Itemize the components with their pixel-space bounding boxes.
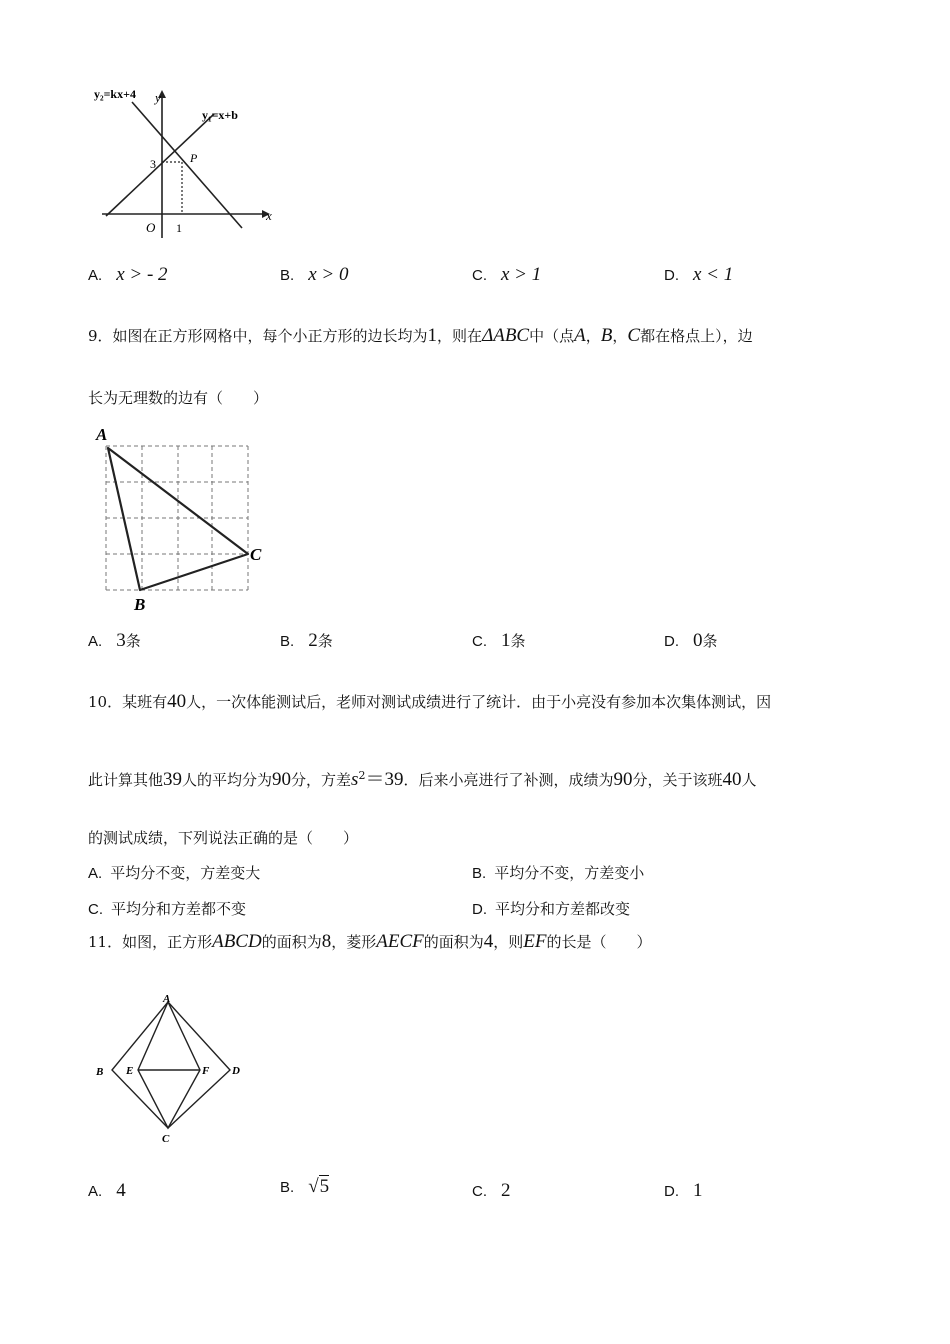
label-a: A bbox=[163, 993, 171, 1005]
q11-option-d[interactable]: D. 1 bbox=[664, 1180, 703, 1201]
q9-option-c[interactable]: C. 1条 bbox=[472, 630, 526, 651]
q9-option-a[interactable]: A. 3条 bbox=[88, 630, 141, 651]
option-text: x < 1 bbox=[693, 264, 734, 285]
option-text: x > - 2 bbox=[116, 264, 168, 285]
label-f: F bbox=[202, 1065, 210, 1077]
option-letter: C. bbox=[472, 267, 487, 284]
option-text: x > 0 bbox=[308, 264, 349, 285]
q9-option-b[interactable]: B. 2条 bbox=[280, 630, 333, 651]
q9-question-line2: 长为无理数的边有（ ） bbox=[88, 389, 269, 407]
q8-option-c[interactable] bbox=[472, 264, 541, 286]
label-b: B bbox=[96, 1066, 104, 1078]
option-letter: C. bbox=[472, 1183, 487, 1200]
option-letter: A. bbox=[88, 267, 103, 284]
q10-option-c[interactable]: C. 平均分和方差都不变 bbox=[88, 900, 247, 918]
point-p-label: P bbox=[190, 151, 198, 165]
q9-option-d[interactable]: D. 0条 bbox=[664, 630, 718, 651]
q11-option-b[interactable]: B. √5 bbox=[280, 1176, 330, 1197]
radical-icon: √ bbox=[308, 1176, 319, 1197]
tick-y-label: 3 bbox=[150, 157, 156, 171]
option-letter: A. bbox=[88, 1183, 103, 1200]
option-letter: B. bbox=[280, 1179, 295, 1196]
vertex-c-label: C bbox=[250, 545, 262, 564]
q11-option-c[interactable]: C. 2 bbox=[472, 1180, 511, 1201]
label-d: D bbox=[232, 1065, 240, 1077]
option-letter: B. bbox=[280, 633, 295, 650]
q8-option-b[interactable] bbox=[280, 264, 348, 286]
vertex-b-label: B bbox=[134, 595, 146, 614]
rhombus-aecf bbox=[138, 1002, 200, 1128]
q10-question-line1: 10．某班有40人，一次体能测试后，老师对测试成绩进行了统计．由于小亮没有参加本次集体测试，因 bbox=[88, 691, 772, 712]
q10-option-a[interactable]: A. 平均分不变，方差变大 bbox=[88, 864, 261, 882]
option-letter: D. bbox=[664, 1183, 679, 1200]
option-letter: B. bbox=[472, 865, 487, 882]
option-letter: C. bbox=[472, 633, 487, 650]
q8-graph-figure bbox=[88, 82, 288, 242]
q10-question-line3: 的测试成绩，下列说法正确的是（ ） bbox=[88, 829, 359, 847]
option-letter: A. bbox=[88, 865, 103, 882]
q10-question-line2: 此计算其他39人的平均分为90分，方差$s^2=39$．后来小亮进行了补测，成绩为90分，关于该班40人 bbox=[88, 769, 757, 790]
q9-question-line1: 9．如图在正方形网格中，每个小正方形的边长均为1，则在ΔABC中（点A，B，C都在格点上），边 bbox=[88, 325, 753, 346]
option-text: x > 1 bbox=[501, 264, 542, 285]
label-e: E bbox=[126, 1065, 134, 1077]
q11-question-line1: 11．如图，正方形ABCD的面积为8，菱形AECF的面积为4，则EF的长是（ ） bbox=[88, 931, 652, 952]
origin-label: O bbox=[146, 220, 156, 235]
q10-option-d[interactable]: D. 平均分和方差都改变 bbox=[472, 900, 631, 918]
y1-label: y₁=x+b bbox=[202, 108, 238, 122]
q11-option-a[interactable]: A. 4 bbox=[88, 1180, 126, 1201]
vertex-a-label: A bbox=[96, 425, 108, 444]
option-letter: B. bbox=[280, 267, 295, 284]
label-c: C bbox=[162, 1133, 170, 1145]
q10-option-b[interactable]: B. 平均分不变，方差变小 bbox=[472, 864, 645, 882]
option-letter: D. bbox=[664, 633, 679, 650]
y2-label: y₂=kx+4 bbox=[94, 87, 136, 101]
option-letter: A. bbox=[88, 633, 103, 650]
option-letter: D. bbox=[472, 901, 487, 918]
option-letter: C. bbox=[88, 901, 103, 918]
q11-square-rhombus-figure bbox=[90, 990, 250, 1150]
q8-option-d[interactable] bbox=[664, 264, 733, 286]
q9-grid-figure bbox=[92, 420, 282, 615]
q8-option-a[interactable] bbox=[88, 264, 168, 286]
option-letter: D. bbox=[664, 267, 679, 284]
tick-x-label: 1 bbox=[176, 221, 182, 235]
line-y1 bbox=[106, 114, 214, 216]
y-axis-label: y bbox=[155, 90, 161, 105]
x-axis-label: x bbox=[266, 208, 272, 223]
